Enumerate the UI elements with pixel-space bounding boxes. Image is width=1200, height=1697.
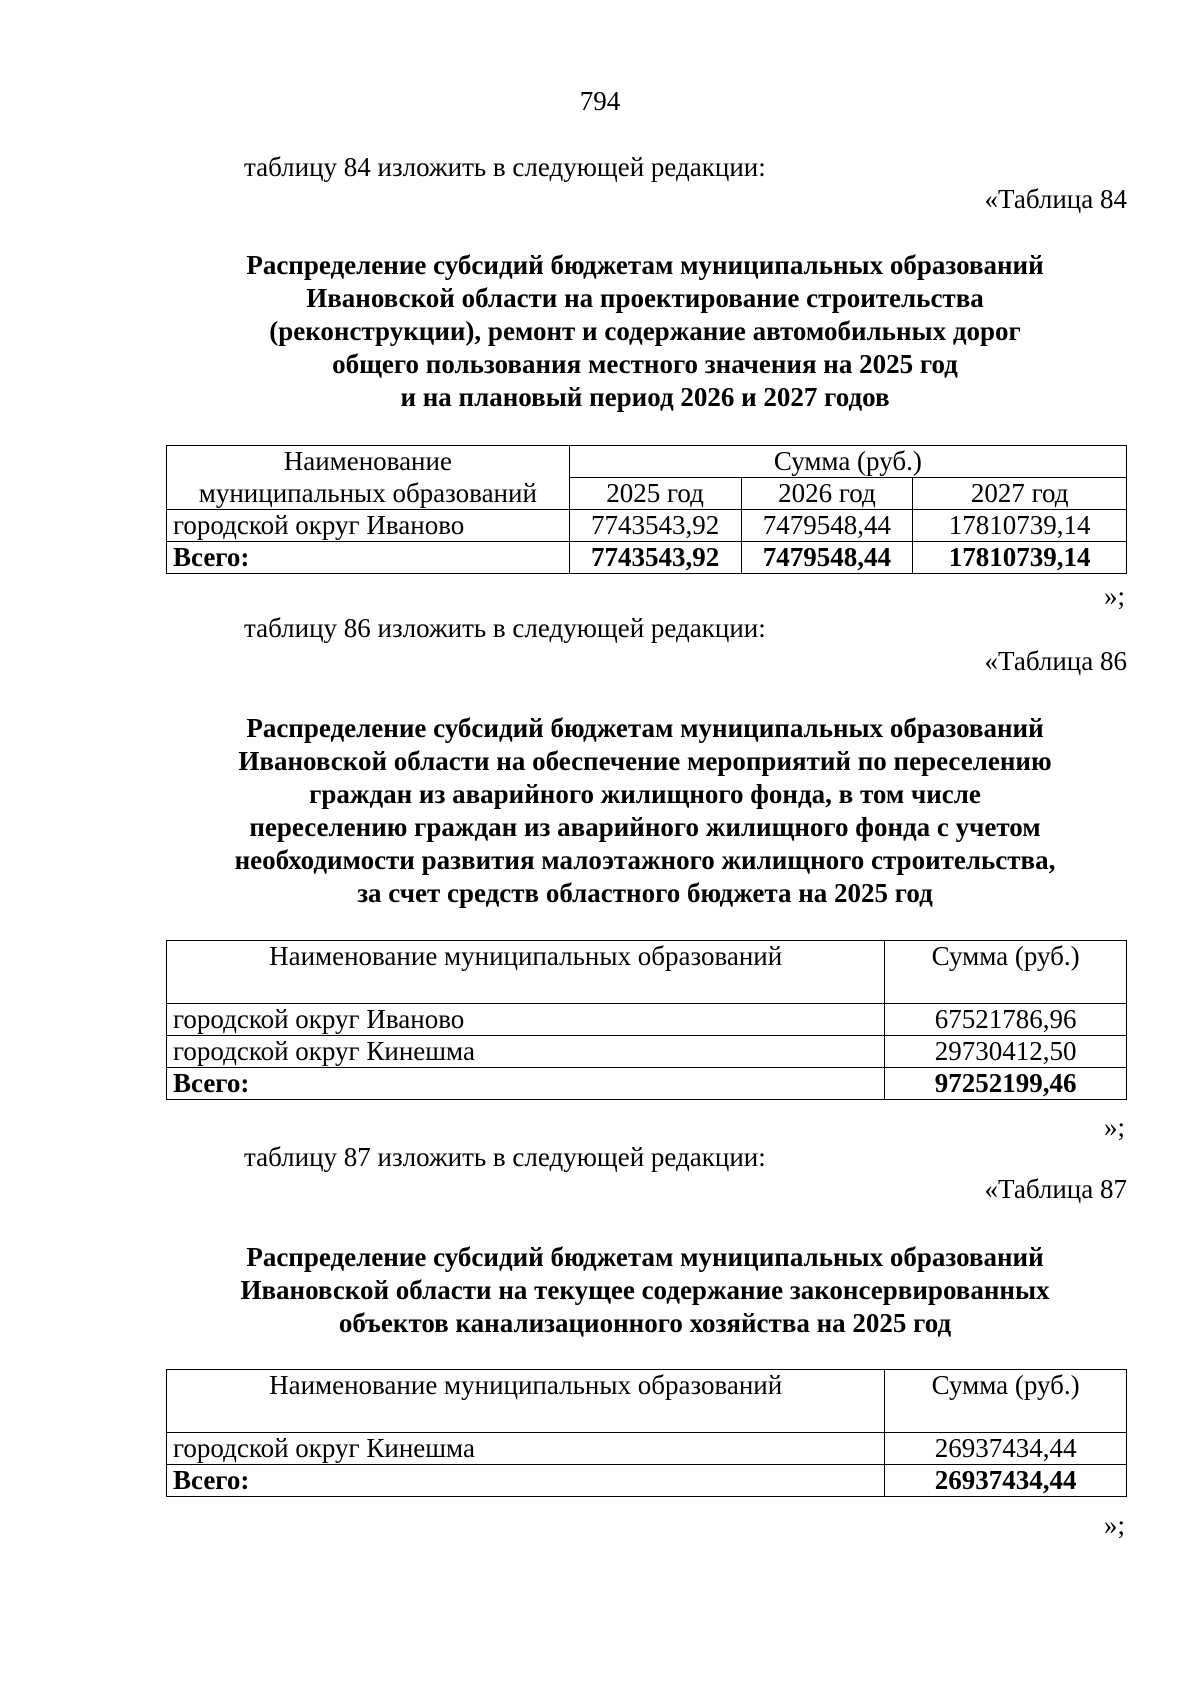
table-ref-86: «Таблица 86 [984, 646, 1127, 676]
total-value: 26937434,44 [885, 1465, 1127, 1497]
total-label: Всего: [167, 542, 570, 574]
total-row [167, 1465, 1127, 1497]
table-title-87 [160, 1241, 1130, 1340]
row-value: 7743543,92 [569, 510, 741, 542]
total-label: Всего: [167, 1068, 885, 1100]
total-row [167, 1068, 1127, 1100]
title-line: Ивановской области на проектирование строительства [306, 283, 984, 313]
title-line: общего пользования местного значения на 2025 год [332, 349, 958, 379]
title-line: Распределение субсидий бюджетам муниципальных образований [246, 713, 1044, 743]
header-sum: Сумма (руб.) [569, 446, 1126, 478]
row-value: 29730412,50 [885, 1036, 1127, 1068]
table-title-86 [160, 712, 1130, 910]
table-title-84 [160, 249, 1130, 414]
closing-quote-87: »; [1103, 1510, 1125, 1540]
table-row [167, 1036, 1127, 1068]
table-ref-84: «Таблица 84 [984, 184, 1127, 214]
intro-text-84: таблицу 84 изложить в следующей редакции: [244, 152, 766, 182]
table-84 [166, 445, 1127, 574]
row-name: городской округ Иваново [167, 1004, 885, 1036]
table-row [167, 1004, 1127, 1036]
title-line: (реконструкции), ремонт и содержание автомобильных дорог [269, 316, 1021, 346]
header-year: 2027 год [913, 478, 1127, 510]
total-row [167, 542, 1127, 574]
title-line: и на плановый период 2026 и 2027 годов [400, 382, 890, 412]
table-row [167, 1433, 1127, 1465]
closing-quote-86: »; [1103, 1112, 1125, 1142]
title-line: необходимости развития малоэтажного жилищного строительства, [234, 845, 1056, 875]
title-line: Распределение субсидий бюджетам муниципальных образований [246, 1242, 1044, 1272]
row-name: городской округ Иваново [167, 510, 570, 542]
intro-text-86: таблицу 86 изложить в следующей редакции: [244, 613, 766, 643]
table-ref-87: «Таблица 87 [984, 1174, 1127, 1204]
header-name: Наименование [167, 446, 570, 478]
total-value: 7479548,44 [741, 542, 913, 574]
header-sum: Сумма (руб.) [885, 1370, 1127, 1433]
title-line: за счет средств областного бюджета на 2025 год [357, 878, 933, 908]
page-number: 794 [579, 86, 621, 116]
row-name: городской округ Кинешма [167, 1036, 885, 1068]
header-year: 2026 год [741, 478, 913, 510]
header-name: Наименование муниципальных образований [167, 1370, 885, 1433]
row-value: 7479548,44 [741, 510, 913, 542]
title-line: переселению граждан из аварийного жилищного фонда с учетом [249, 812, 1041, 842]
total-value: 7743543,92 [569, 542, 741, 574]
table-86 [166, 940, 1127, 1100]
table-row [167, 510, 1127, 542]
row-value: 17810739,14 [913, 510, 1127, 542]
total-label: Всего: [167, 1465, 885, 1497]
row-name: городской округ Кинешма [167, 1433, 885, 1465]
title-line: объектов канализационного хозяйства на 2025 год [338, 1308, 952, 1338]
title-line: Ивановской области на текущее содержание законсервированных [240, 1275, 1050, 1305]
title-line: Ивановской области на обеспечение мероприятий по переселению [238, 746, 1052, 776]
total-value: 97252199,46 [885, 1068, 1127, 1100]
header-year: 2025 год [569, 478, 741, 510]
table-87 [166, 1369, 1127, 1497]
intro-text-87: таблицу 87 изложить в следующей редакции: [244, 1142, 766, 1172]
title-line: Распределение субсидий бюджетам муниципальных образований [246, 250, 1044, 280]
total-value: 17810739,14 [913, 542, 1127, 574]
title-line: граждан из аварийного жилищного фонда, в том числе [309, 779, 981, 809]
header-name: Наименование муниципальных образований [167, 941, 885, 1004]
header-name-2: муниципальных образований [167, 478, 570, 510]
header-sum: Сумма (руб.) [885, 941, 1127, 1004]
row-value: 67521786,96 [885, 1004, 1127, 1036]
closing-quote-84: »; [1103, 581, 1125, 611]
row-value: 26937434,44 [885, 1433, 1127, 1465]
